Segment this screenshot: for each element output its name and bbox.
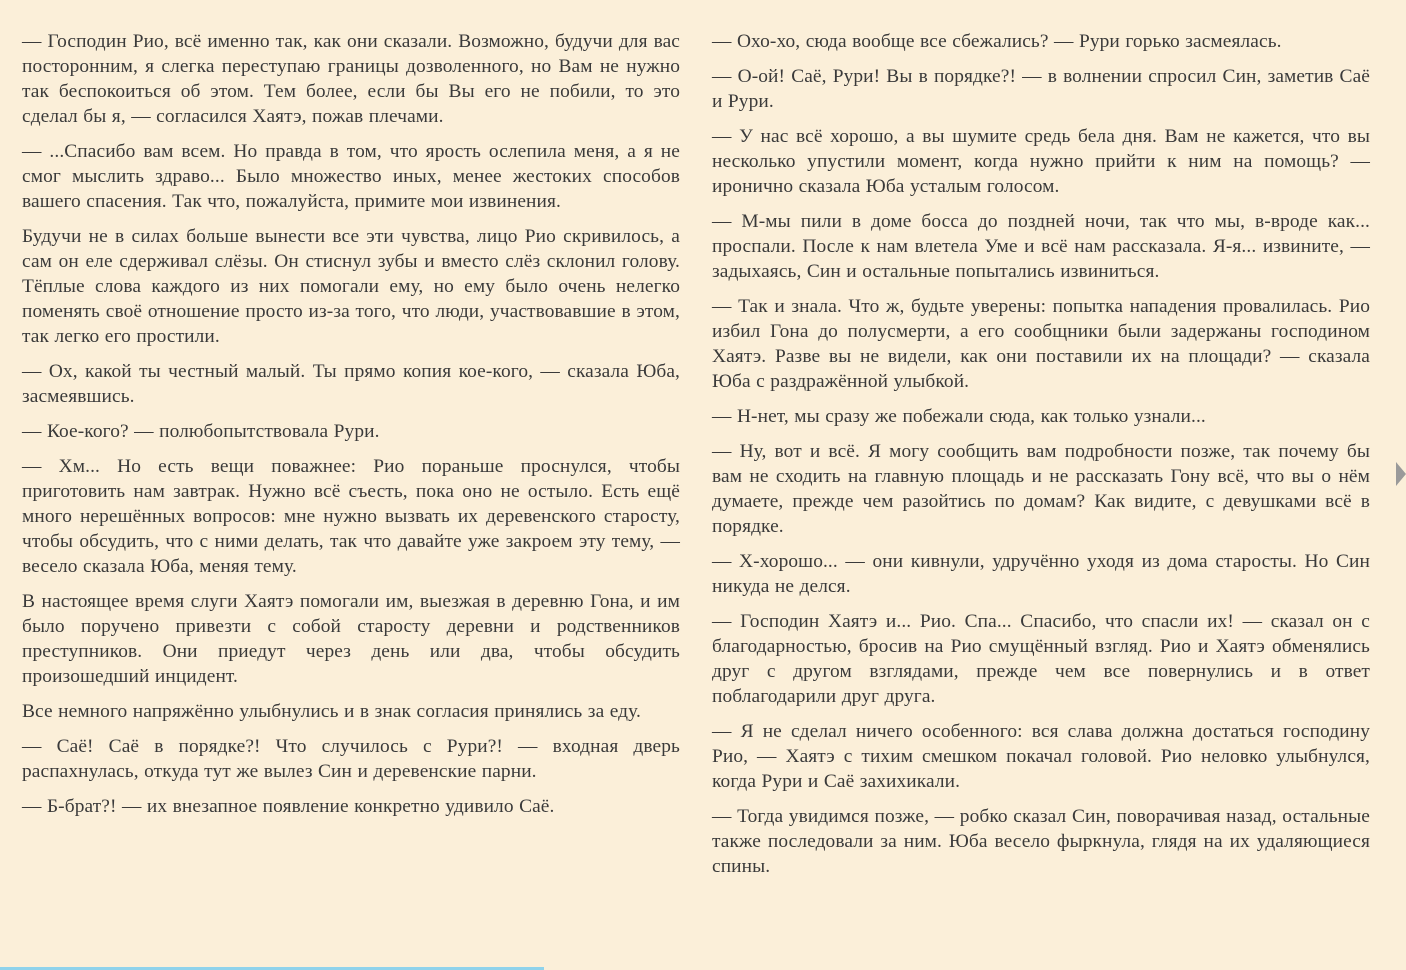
paragraph: — Я не сделал ничего особенного: вся слава должна достаться господину Рио, — Хаятэ с тихим смешком покачал головой. Рио неловко улыбнулся, когда Рури и Саё захихикали. (712, 721, 1370, 792)
paragraph: — ...Спасибо вам всем. Но правда в том, что ярость ослепила меня, а я не смог мыслить здраво... Было множество иных, менее жестоких способов вашего спасения. Так что, пожалуйста, примите мои извинения. (22, 141, 680, 212)
paragraph: — Господин Хаятэ и... Рио. Спа... Спасибо, что спасли их! — сказал он с благодарностью, бросив на Рио смущённый взгляд. Рио и Хаятэ обменялись друг с другом взглядами, прежде чем все повернулись и в ответ поблагодарили друг друга. (712, 611, 1370, 707)
paragraph: — М-мы пили в доме босса до поздней ночи, так что мы, в-вроде как... проспали. После к нам влетела Уме и всё нам рассказала. Я-я... извините, — задыхаясь, Син и остальные попытались извиниться. (712, 211, 1370, 282)
paragraph: — Тогда увидимся позже, — робко сказал Син, поворачивая назад, остальные также последовали за ним. Юба весело фыркнула, глядя на их удаляющиеся спины. (712, 806, 1370, 877)
paragraph: — Н-нет, мы сразу же побежали сюда, как только узнали... (712, 406, 1206, 427)
paragraph: Будучи не в силах больше вынести все эти чувства, лицо Рио скривилось, а сам он еле сдерживал слёзы. Он стиснул зубы и вместо слёз склонил голову. Тёплые слова каждого из них помогали ему, но ему было очень нелегко поменять своё отношение просто из-за того, что люди, участвовавшие в этом, так легко его простили. (22, 226, 680, 347)
paragraph: — Б-брат?! — их внезапное появление конкретно удивило Саё. (22, 796, 555, 817)
paragraph: — Хм... Но есть вещи поважнее: Рио пораньше проснулся, чтобы приготовить нам завтрак. Нужно всё съесть, пока оно не остыло. Есть ещё много нерешённых вопросов: мне нужно вызвать их деревенского старосту, чтобы обсудить, что с ними делать, так что давайте уже закроем эту тему, — весело сказала Юба, меняя тему. (22, 456, 680, 577)
paragraph: — Х-хорошо... — они кивнули, удручённо уходя из дома старосты. Но Син никуда не делся. (712, 551, 1370, 597)
paragraph: — Кое-кого? — полюбопытствовала Рури. (22, 421, 380, 442)
paragraph: — Господин Рио, всё именно так, как они сказали. Возможно, будучи для вас посторонним, я слегка переступаю границы дозволенного, но Вам не нужно так беспокоиться об этом. Тем более, если бы Вы его не побили, то это сделал бы я, — согласился Хаятэ, пожав плечами. (22, 31, 680, 127)
paragraph: В настоящее время слуги Хаятэ помогали им, выезжая в деревню Гона, и им было поручено привезти с собой старосту деревни и родственников преступников. Они приедут через день или два, чтобы обсудить произошедший инцидент. (22, 591, 680, 687)
paragraph: Все немного напряжённо улыбнулись и в знак согласия принялись за еду. (22, 701, 641, 722)
paragraph: — Так и знала. Что ж, будьте уверены: попытка нападения провалилась. Рио избил Гона до полусмерти, а его сообщники были задержаны господином Хаятэ. Разве вы не видели, как они поставили их на площади? — сказала Юба с раздражённой улыбкой. (712, 296, 1370, 392)
chevron-right-icon[interactable] (1396, 462, 1406, 486)
paragraph: — Ох, какой ты честный малый. Ты прямо копия кое-кого, — сказала Юба, засмеявшись. (22, 361, 680, 407)
paragraph: — Ну, вот и всё. Я могу сообщить вам подробности позже, так почему бы вам не сходить на главную площадь и не рассказать Гону всё, что вы о нём думаете, прежде чем разойтись по домам? Как видите, с девушками всё в порядке. (712, 441, 1370, 537)
paragraph: — Саё! Саё в порядке?! Что случилось с Рури?! — входная дверь распахнулась, откуда тут же вылез Син и деревенские парни. (22, 736, 680, 782)
right-text-column (712, 29, 1370, 889)
paragraph: — О-ой! Саё, Рури! Вы в порядке?! — в волнении спросил Син, заметив Саё и Рури. (712, 66, 1370, 112)
paragraph: — У нас всё хорошо, а вы шумите средь бела дня. Вам не кажется, что вы несколько упустили момент, когда нужно прийти к ним на помощь? — иронично сказала Юба усталым голосом. (712, 126, 1370, 197)
paragraph: — Охо-хо, сюда вообще все сбежались? — Рури горько засмеялась. (712, 31, 1282, 52)
left-text-column (22, 29, 680, 829)
